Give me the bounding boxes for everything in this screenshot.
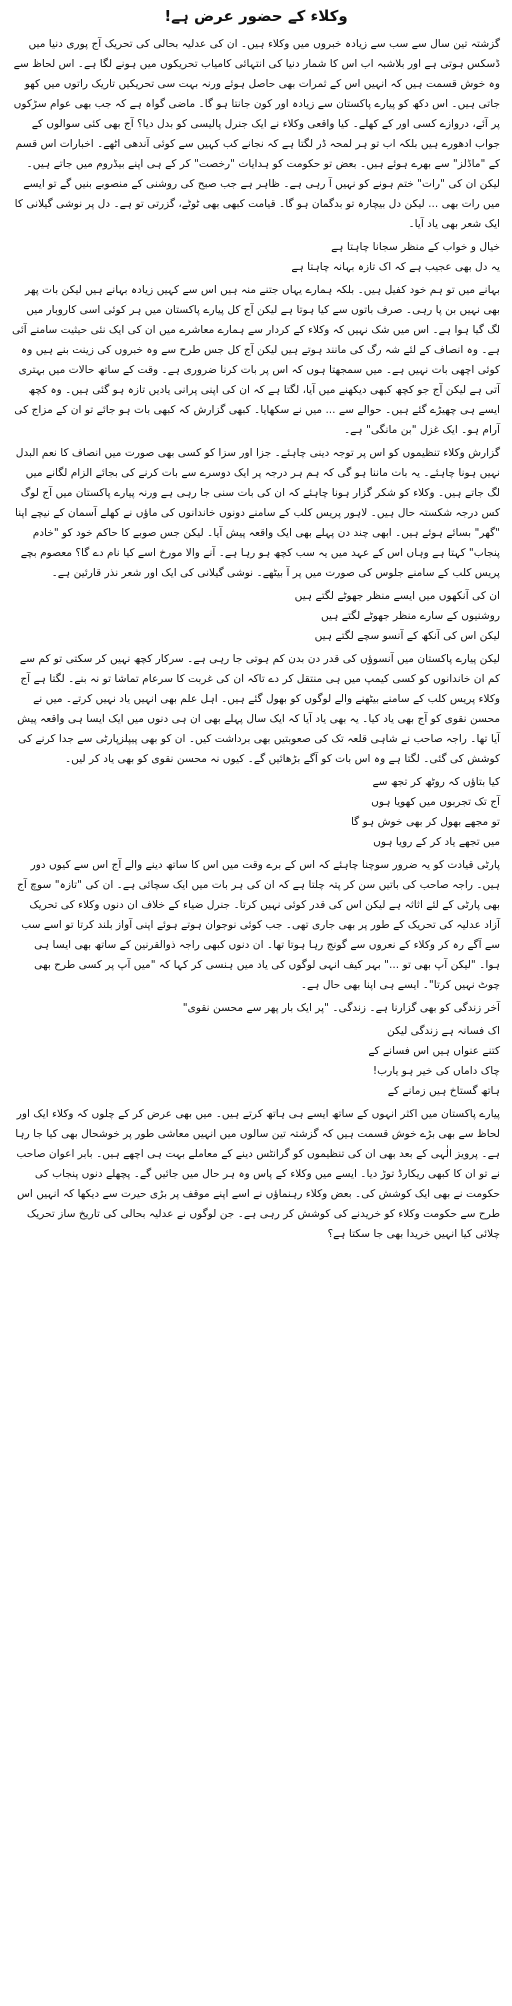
article-paragraph: پارٹی قیادت کو یہ ضرور سوچنا چاہئے کہ اس کے برے وقت میں اس کا ساتھ دینے والے آج اس سے کیوں دور ہیں۔ راجہ صاحب کی باتیں سن کر پتہ چلتا ہے کہ ان کی ہر بات میں ایک سچائی ہے۔ ان کی "تازہ" سوچ آج بھی پارٹی کے لئے اثاثہ ہے لیکن اس کی قدر کوئی نہیں کرتا۔ جنرل ضیاء کے خلاف ان دنوں وکلاء کی تحریک آزاد عدلیہ کی تحریک کے طور پر بھی جاری تھی۔ جب کوئی نوجوان ہوتے ہوئے اپنی آواز بلند کرتا تو اسے سب سے آگے رہ کر وکلاء کے نعروں سے گونج رہا ہوتا تھا۔ ان دنوں کبھی راجہ ذوالقرنین کے ساتھ بھی ایسا ہی ہوا۔ "لیکن آپ بھی تو ..." بہر کیف انہی لوگوں کی یاد میں ہنسی کر کہا کہ "میں آپ پر کسی طرح بھی چوٹ نہیں کرتا"۔ ایسے ہی اپنا بھی حال ہے۔ — [17, 859, 500, 991]
verse-line: تو مجھے بھول کر بھی خوش ہو گا — [350, 816, 500, 828]
article-paragraph: بہانے میں تو ہم خود کفیل ہیں۔ بلکہ ہمارے یہاں جتنے منہ ہیں اس سے کہیں زیادہ بہانے ہیں لیکن بات پھر بھی نہیں بن پا رہی۔ صرف باتوں سے کیا ہوتا ہے لیکن آج کل پیارے پاکستان میں ہر کوئی اسی کاروبار میں لگ گیا ہوا ہے۔ اس میں شک نہیں کہ وکلاء کے کردار سے ہمارے معاشرے میں ان کی ایک نئی حیثیت سامنے آئی ہے۔ وہ انصاف کے لئے شہ رگ کی مانند ہوتے ہیں لیکن آج کل جس طرح سے وہ خبروں کی زینت بنے ہیں وہ کوئی اچھی بات نہیں ہے۔ میں سمجھتا ہوں کہ اس پر بات کرنا ضروری ہے۔ وقت کے ساتھ حالات میں بہتری آتی ہے لیکن آج جو کچھ کبھی دیکھنے میں آیا، لگتا ہے کہ ان کی اپنی پرانی یادیں تازہ ہو گئی ہیں۔ وہ کچھ ایسے ہی چھیڑے گئے ہیں۔ حوالے سے ... میں نے سکھایا۔ کبھی گزارش کہ کبھی بات ہو جائے تو ان کے مزاج کی آرام ہو۔ ایک غزل "بن مانگی" ہے۔ — [12, 284, 500, 436]
verse-line: ہاتھ گستاخ ہیں زمانے کے — [387, 1085, 500, 1097]
verse-line: یہ دل بھی عجیب ہے کہ اک تازہ بہانہ چاہتا ہے — [291, 261, 500, 273]
verse-line: خیال و خواب کے منظر سجانا چاہتا ہے — [331, 241, 500, 253]
article-paragraph: گزشتہ تین سال سے سب سے زیادہ خبروں میں وکلاء ہیں۔ ان کی عدلیہ بحالی کی تحریک آج پوری دنیا میں ڈسکس ہوتی ہے اور بلاشبہ اب اس کا شمار دنیا کی انتہائی کامیاب تحریکوں میں ہونے لگا ہے۔ اس لحاظ سے وہ خوش قسمت ہیں کہ انہیں اس کے ثمرات بھی حاصل ہوئے ورنہ بہت سی تحریکیں تاریک راتوں میں کھو جاتی ہیں۔ اس دکھ کو پیارے پاکستان سے زیادہ اور کون جانتا ہو گا۔ ماضی گواہ ہے کہ جب بھی عوام سڑکوں پر آئے، دروازے کسی اور کے کھلے۔ کیا واقعی وکلاء نے ایک جنرل پالیسی کو بدل دیا؟ آج بھی کئی سوالوں کے جواب ادھورے ہیں بلکہ اب تو ہر لمحہ ڈر لگتا ہے کہ نجانے کب کہیں سے کوئی آندھی اٹھے۔ اخبارات اس قسم کے "ماڈلز" سے بھرے ہوئے ہیں۔ بعض تو حکومت کو ہدایات "رخصت" کر کے ہی اپنے بیڈروم میں جاتے ہیں۔ لیکن ان کی "رات" ختم ہونے کو نہیں آ رہی ہے۔ ظاہر ہے جب صبح کی روشنی کے منصوبے بنیں گے تو ایسے میں رات بھی ... لیکن دل بیچارہ تو بدگمان ہو گا۔ قیامت کبھی بھی ٹوٹے، گزرتی تو ہے۔ دل پر نوشی گیلانی کا ایک شعر بھی یاد آیا۔ — [13, 38, 500, 230]
article-paragraph: پیارے پاکستان میں اکثر انہوں کے ساتھ ایسے ہی ہاتھ کرتے ہیں۔ میں بھی عرض کر کے چلوں کہ وکلاء ایک اور لحاظ سے بھی بڑے خوش قسمت ہیں کہ گزشتہ تین سالوں میں انہیں معاشی طور پر خوشحال بھی کیا جا رہا ہے۔ پرویز الٰہی کے بعد بھی ان کی تنظیموں کو گرانٹس دینے کے معاملے بہت ہی اچھے ہیں۔ بابر اعوان صاحب نے تو ان کا کبھی ریکارڈ توڑ دیا۔ ایسے میں وکلاء کے پاس وہ ہر حال میں جائیں گے۔ پچھلے دنوں پنجاب کی حکومت نے بھی ایک کوشش کی۔ بعض وکلاء رہنماؤں نے اسے اپنے موقف پر بڑی حیرت سے دیکھا کہ انہیں اس طرح سے حکومت وکلاء کو خریدنے کی کوشش کر رہی ہے۔ جن لوگوں نے عدلیہ بحالی کی تاریخ ساز تحریک چلائی کیا انہیں خریدا بھی جا سکتا ہے؟ — [15, 1108, 500, 1240]
verse-line: روشنیوں کے سارے منظر جھوٹے لگتے ہیں — [320, 610, 500, 622]
verse-line: کتنے عنواں ہیں اس فسانے کے — [368, 1045, 500, 1057]
poem-verse — [12, 586, 500, 646]
verse-line: لیکن اس کی آنکھ کے آنسو سچے لگتے ہیں — [314, 630, 500, 642]
verse-line: میں تجھے یاد کر کے رویا ہوں — [373, 836, 500, 848]
verse-line: کیا بتاؤں کہ روٹھ کر تجھ سے — [372, 776, 500, 788]
article-paragraph: گزارش وکلاء تنظیموں کو اس پر توجہ دینی چاہئے۔ جزا اور سزا کو کسی بھی صورت میں انصاف کا نعم البدل نہیں ہونا چاہئے۔ یہ بات ماننا ہو گی کہ ہم ہر درجہ پر ایک دوسرے سے بات کرنے کی بجائے الزام لگانے میں لگ جاتے ہیں۔ وکلاء کو شکر گزار ہونا چاہئے کہ ان کی بات سنی جا رہی ہے ورنہ پیارے پاکستان میں آج لوگ کس درجہ شکستہ حال ہیں۔ لاہور پریس کلب کے سامنے دونوں خاندانوں کی ماؤں نے کھلے آسمان کے نیچے اپنا "گھر" بسائے ہوئے ہیں۔ ابھی چند دن پہلے بھی ایک واقعہ پیش آیا۔ لیکن جس صوبے کا حاکم خود کو "خادم پنجاب" کہتا ہے وہاں اس کے عہد میں یہ سب کچھ ہو رہا ہے۔ آنے والا مورخ اسے کیا نام دے گا؟ معصوم بچے پریس کلب کے سامنے جلوس کی صورت میں پر آ بیٹھے۔ نوشی گیلانی کی ایک اور شعر نذر قارئین ہے۔ — [15, 447, 500, 579]
poem-verse — [12, 772, 500, 852]
verse-line: اک فسانہ ہے زندگی لیکن — [386, 1025, 500, 1037]
poem-verse — [12, 1021, 500, 1101]
verse-line: ان کی آنکھوں میں ایسے منظر جھوٹے لگتے ہیں — [294, 590, 500, 602]
article-body — [12, 34, 500, 1244]
verse-line: چاک داماں کی خیر ہو یارب! — [372, 1065, 500, 1077]
verse-line: آج تک تجربوں میں کھویا ہوں — [371, 796, 500, 808]
article-paragraph: لیکن پیارے پاکستان میں آنسوؤں کی قدر دن بدن کم ہوتی جا رہی ہے۔ سرکار کچھ نہیں کر سکتی تو کم سے کم ان خاندانوں کو کسی کیمپ میں ہی منتقل کر دے تاکہ ان کی غربت کا سرعام تماشا تو نہ بنے۔ لگتا ہے آج وکلاء پریس کلب کے سامنے بیٹھنے والے لوگوں کو بھول گئے ہیں۔ اہل علم بھی انہیں یاد نہیں کرتے۔ میں نے محسن نقوی کو آج بھی یاد کیا۔ یہ بھی یاد آیا کہ ایک سال پہلے بھی ان ہی دنوں میں ایک ایسا ہی واقعہ پیش آیا تھا۔ راجہ صاحب نے شاہی قلعہ تک کی صعوبتیں بھی برداشت کیں۔ ان کو بھی پیپلزپارٹی سے جدا کرنے کی کوشش کی گئی۔ لگتا ہے وہ اس بات کو آگے بڑھائیں گے۔ کیوں نہ محسن نقوی کو بھی یاد کر لیں۔ — [17, 653, 500, 765]
poem-verse — [12, 237, 500, 277]
article-title: وکلاء کے حضور عرض ہے! — [164, 7, 348, 25]
article-paragraph: آخر زندگی کو بھی گزارنا ہے۔ زندگی۔ "پر ایک بار پھر سے محسن نقوی" — [182, 1002, 500, 1014]
